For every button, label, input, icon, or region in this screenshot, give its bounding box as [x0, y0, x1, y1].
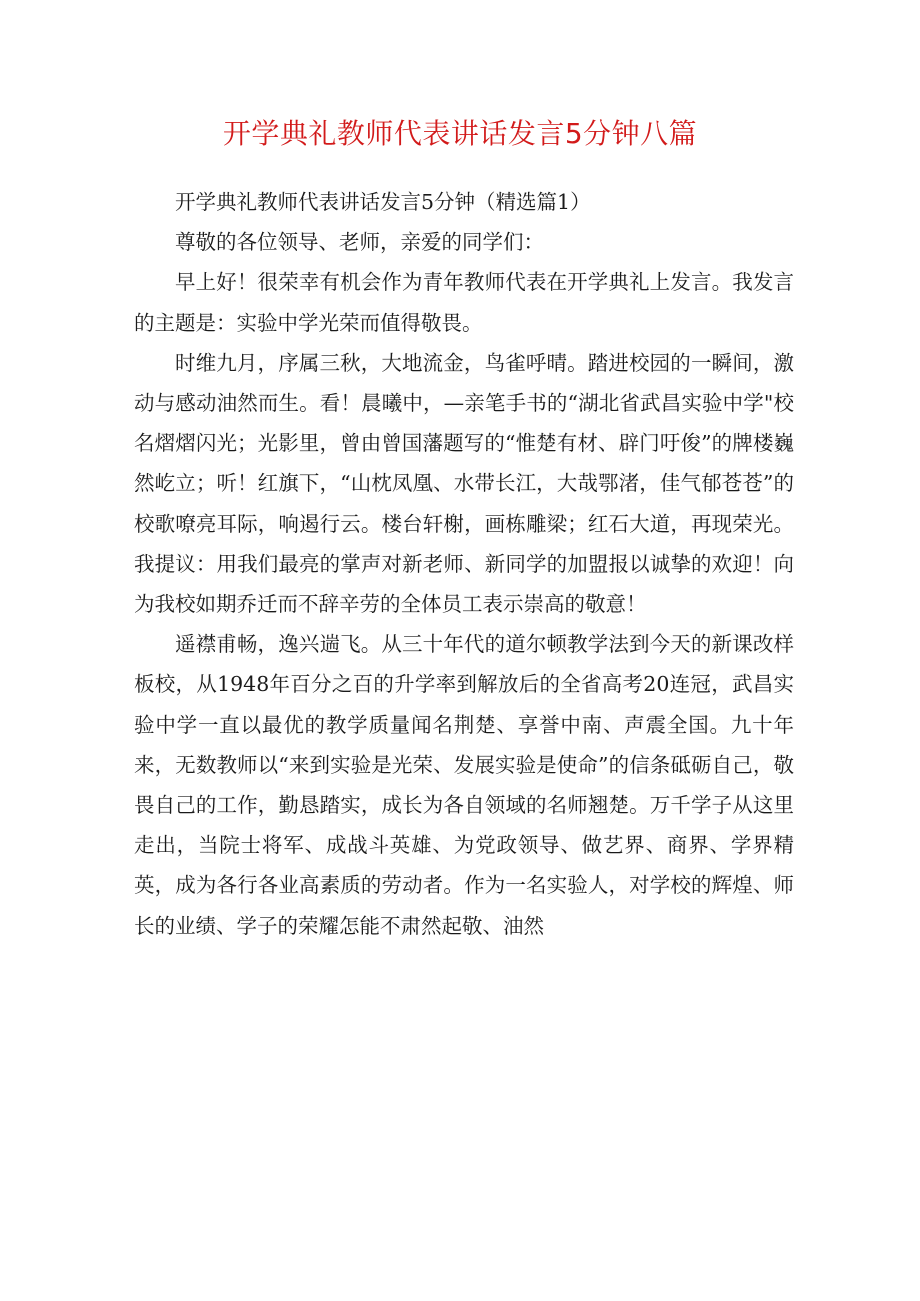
salutation-paragraph: 尊敬的各位领导、老师，亲爱的同学们：	[175, 230, 544, 255]
section-heading: 开学典礼教师代表讲话发言5分钟（精选篇1）	[175, 190, 591, 214]
document-body	[134, 182, 794, 946]
body-paragraph: 遥襟甫畅，逸兴遄飞。从三十年代的道尔顿教学法到今天的新课改样板校，从1948年百分之百的升学率到解放后的全省高考20连冠，武昌实验中学一直以最优的教学质量闻名荆楚、享誉中南、声震全国。九十年来，无数教师以“来到实验是光荣、发展实验是使命”的信条砥砺自己，敬畏自己的工作，勤恳踏实，成长为各自领域的名师翘楚。万千学子从这里走出，当院士将军、成战斗英雄、为党政领导、做艺界、商界、学界精英，成为各行各业高素质的劳动者。作为一名实验人，对学校的辉煌、师长的业绩、学子的荣耀怎能不肃然起敬、油然	[134, 632, 794, 938]
document-title: 开学典礼教师代表讲话发言5分钟八篇	[222, 117, 698, 150]
body-paragraph: 早上好！很荣幸有机会作为青年教师代表在开学典礼上发言。我发言的主题是：实验中学光荣而值得敬畏。	[134, 270, 794, 335]
body-paragraph: 时维九月，序属三秋，大地流金，鸟雀呼晴。踏进校园的一瞬间，激动与感动油然而生。看！晨曦中，—亲笔手书的“湖北省武昌实验中学"校名熠熠闪光；光影里，曾由曾国藩题写的“惟楚有材、辟门吁俊”的牌楼巍然屹立；听！红旗下，“山枕凤凰、水带长江，大哉鄂渚，佳气郁苍苍”的校歌嘹亮耳际，响遏行云。楼台轩榭，画栋雕梁；红石大道，再现荣光。我提议：用我们最亮的掌声对新老师、新同学的加盟报以诚挚的欢迎！向为我校如期乔迁而不辞辛劳的全体员工表示崇高的敬意！	[134, 350, 794, 617]
